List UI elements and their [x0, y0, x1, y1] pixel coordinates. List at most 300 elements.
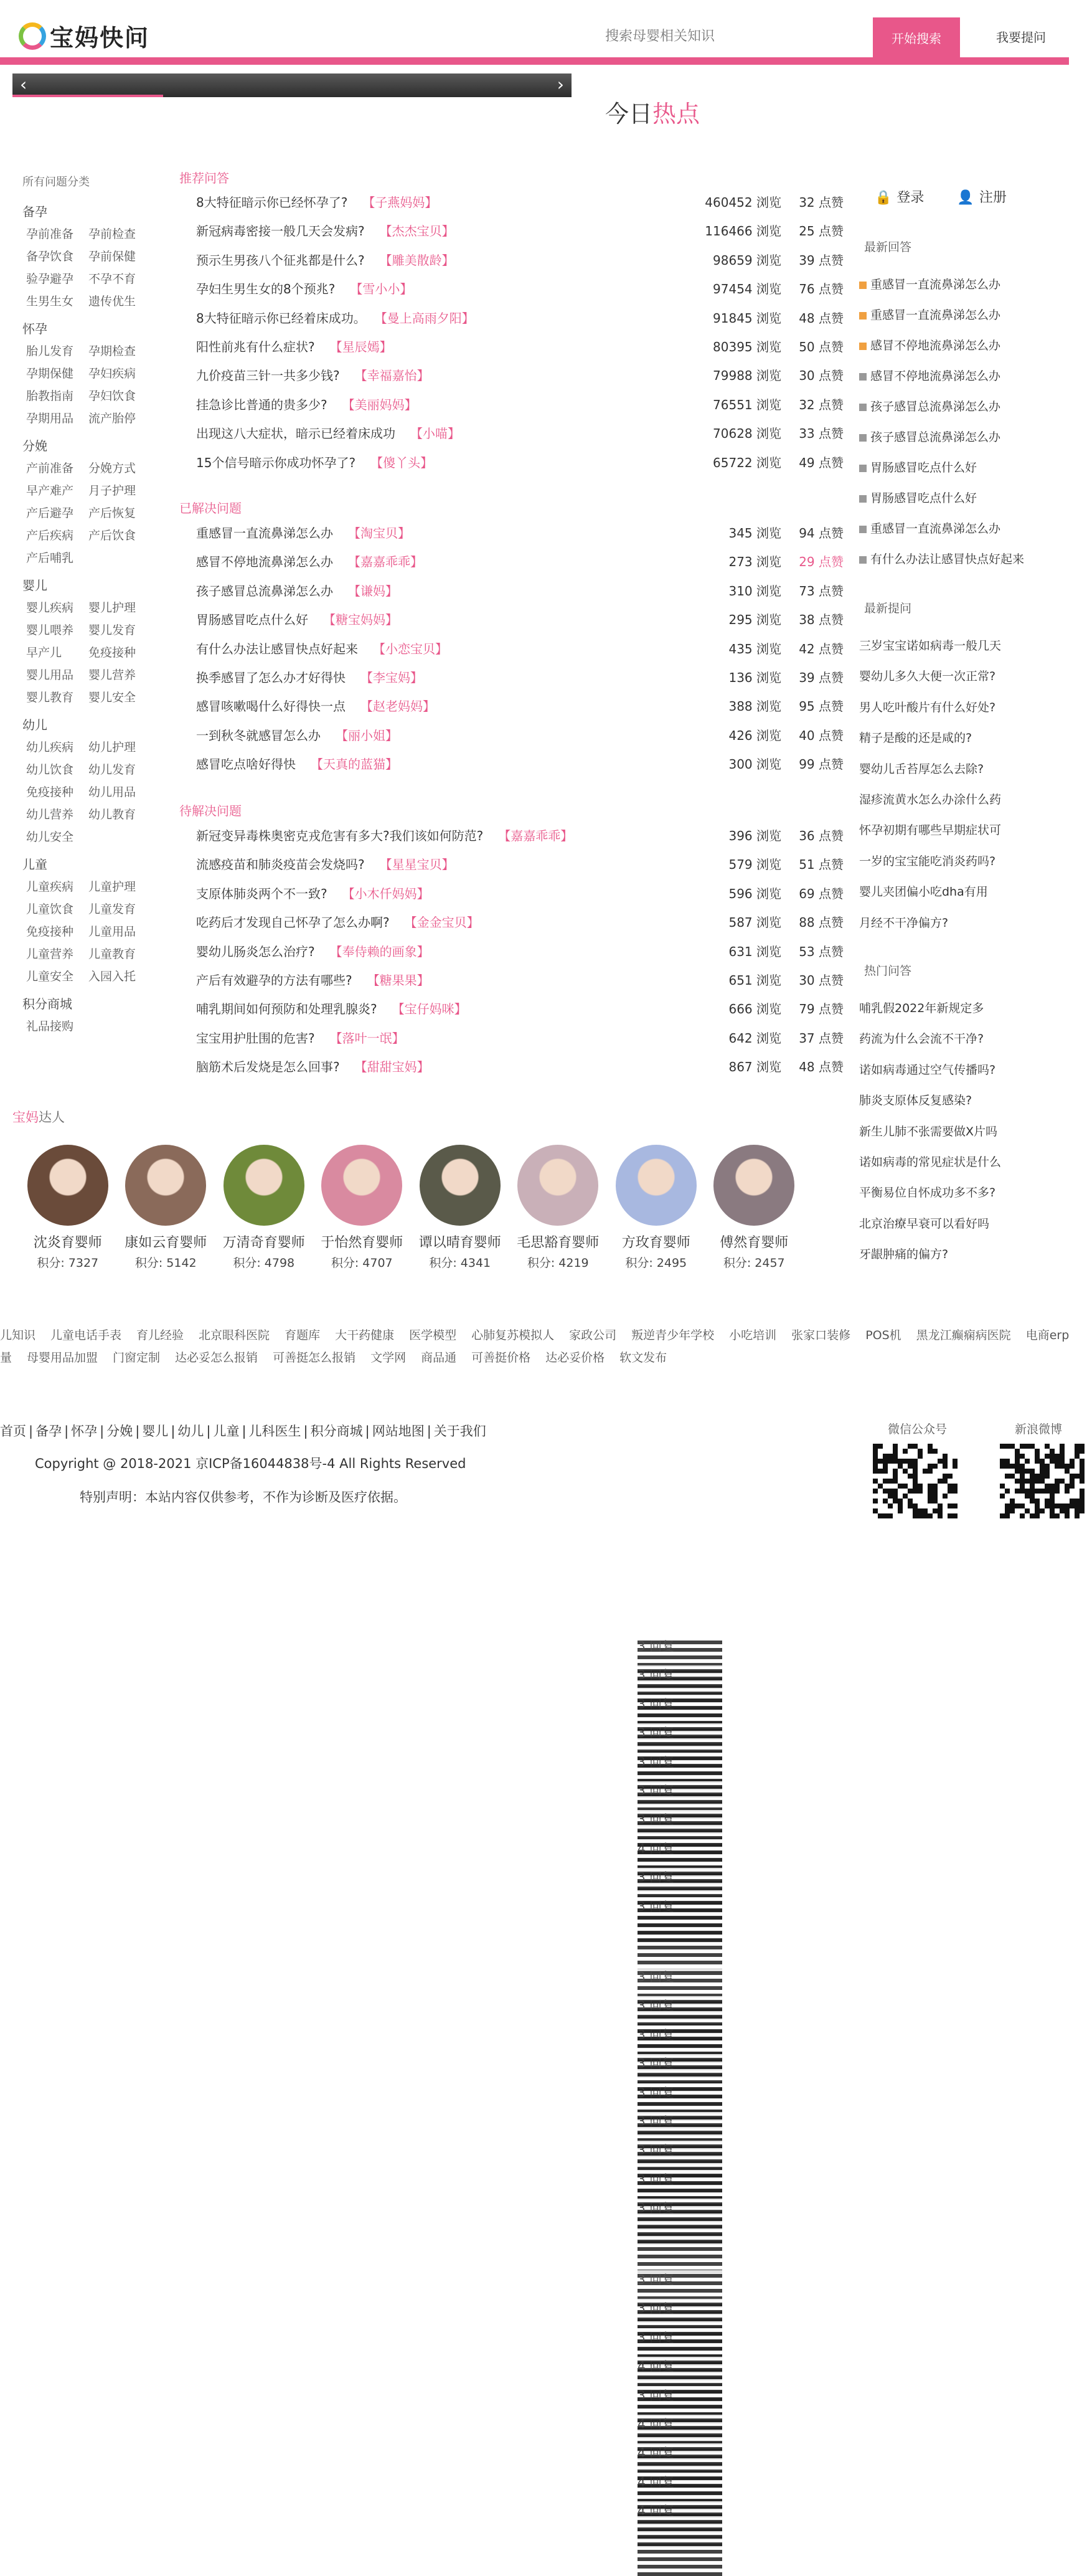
qr-module [948, 1474, 953, 1479]
hot-qa-item[interactable]: 诺如病毒的常见症状是什么 [859, 1155, 1002, 1169]
latest-question-item[interactable]: 婴幼儿多久大便一次正常? [859, 670, 996, 684]
category-item[interactable]: 幼儿营养 [26, 808, 74, 822]
view-count: 596 浏览 [728, 886, 781, 901]
category-item[interactable]: 免疫接种 [26, 785, 74, 799]
category-item[interactable]: 幼儿护理 [88, 741, 136, 754]
qr-module [948, 1489, 953, 1494]
expert-name[interactable]: 方玫育婴师 [621, 1235, 690, 1251]
question-author[interactable]: 【雪小小】 [350, 282, 413, 297]
friend-link[interactable]: 叛逆青少年学校 [631, 1328, 715, 1342]
hot-qa-item[interactable]: 肺炎支原体反复感染? [859, 1094, 972, 1108]
question-title[interactable]: 感冒吃点啥好得快 【天真的蓝猫】 [196, 757, 398, 772]
qr-module [1070, 1464, 1075, 1469]
latest-answer-text: 感冒不停地流鼻涕怎么办 [870, 339, 1001, 353]
question-author[interactable]: 【金金宝贝】 [404, 915, 479, 930]
avatar[interactable] [27, 1145, 108, 1226]
expert-name[interactable]: 康如云育婴师 [125, 1235, 207, 1251]
avatar[interactable] [517, 1145, 598, 1226]
category-item[interactable]: 幼儿发育 [88, 763, 136, 777]
question-title[interactable]: 感冒咳嗽喝什么好得快一点 【赵老妈妈】 [196, 699, 435, 714]
question-title[interactable]: 流感疫苗和肺炎疫苗会发烧吗? 【星星宝贝】 [196, 857, 454, 873]
category-item[interactable]: 不孕不育 [88, 272, 136, 286]
experts-title-a: 宝妈 [12, 1110, 39, 1125]
qr-module [1065, 1489, 1070, 1494]
hot-qa-item[interactable]: 平衡易位自怀成功多不多? [859, 1186, 996, 1200]
section-pending[interactable]: 待解决问题 [179, 803, 242, 818]
question-title[interactable]: 一到秋冬就感冒怎么办 【丽小姐】 [196, 727, 398, 743]
question-author[interactable]: 【幸福嘉怡】 [354, 368, 430, 384]
question-author[interactable]: 【宝仔妈咪】 [392, 1002, 467, 1017]
question-author[interactable]: 【甜甜宝妈】 [354, 1059, 430, 1075]
category-item[interactable]: 孕妇疾病 [88, 367, 136, 381]
friend-link[interactable]: 北京眼科医院 [199, 1328, 270, 1342]
question-author[interactable]: 【曼上高雨夕阳】 [380, 310, 474, 326]
question-author[interactable]: 【小恋宝贝】 [373, 641, 448, 656]
friend-link[interactable]: 大干药健康 [335, 1328, 395, 1342]
category-item[interactable]: 儿童疾病 [26, 880, 74, 894]
footer-nav-link[interactable]: 积分商城 [310, 1424, 363, 1439]
friend-link[interactable]: 张家口装修 [791, 1328, 851, 1342]
category-item[interactable]: 胎儿发育 [26, 344, 74, 358]
friend-link[interactable]: 育儿经验 [136, 1328, 184, 1342]
expert-card[interactable] [411, 1145, 509, 1271]
qr-module [908, 1474, 913, 1479]
hot-qa-list [859, 1000, 1065, 1277]
friend-link[interactable]: POS机 [865, 1328, 901, 1342]
qr-module [1015, 1454, 1020, 1459]
qr-module [873, 1479, 878, 1484]
latest-question-item[interactable]: 婴幼儿舌苔厚怎么去除? [859, 762, 984, 776]
footer-nav-separator: | [100, 1424, 105, 1439]
question-title[interactable]: 哺乳期间如何预防和处理乳腺炎? 【宝仔妈咪】 [196, 1002, 467, 1017]
qr-module [1000, 1464, 1005, 1469]
category-item[interactable]: 早产难产 [26, 484, 74, 498]
category-group-title[interactable]: 怀孕 [22, 321, 47, 336]
category-item[interactable]: 早产儿 [26, 646, 62, 660]
latest-answer-text: 胃肠感冒吃点什么好 [870, 491, 977, 505]
hot-qa-item[interactable]: 新生儿肺不张需要做X片吗 [859, 1124, 998, 1139]
category-item[interactable]: 分娩方式 [88, 462, 136, 475]
footer-nav-separator: | [135, 1424, 140, 1439]
category-item[interactable]: 验孕避孕 [26, 272, 74, 286]
question-author[interactable]: 【丽小姐】 [336, 727, 398, 743]
question-title[interactable]: 脑筋术后发烧是怎么回事? 【甜甜宝妈】 [196, 1059, 430, 1075]
category-item[interactable]: 入园入托 [88, 970, 136, 983]
latest-answer-item[interactable] [859, 368, 1065, 399]
like-count: 48 点赞 [799, 1059, 844, 1075]
latest-answer-item[interactable] [859, 521, 1065, 551]
qr-module [1020, 1469, 1025, 1474]
qr-module [893, 1489, 898, 1494]
search-input[interactable] [448, 21, 872, 51]
question-author[interactable]: 【落叶一氓】 [329, 1030, 405, 1046]
question-title[interactable]: 九价疫苗三针一共多少钱? 【幸福嘉怡】 [196, 368, 430, 384]
avatar[interactable] [713, 1145, 794, 1226]
qr-module [883, 1464, 888, 1469]
qr-module [1015, 1479, 1020, 1484]
category-item[interactable]: 胎教指南 [26, 389, 74, 403]
hot-qa-item[interactable]: 药流为什么会流不干净? [859, 1032, 984, 1046]
category-item[interactable]: 婴儿营养 [88, 668, 136, 682]
latest-answer-item[interactable] [859, 429, 1065, 460]
qr-module [933, 1464, 938, 1469]
latest-question-item[interactable]: 精子是酸的还是咸的? [859, 731, 972, 746]
like-count: 95 点赞 [799, 699, 844, 714]
qr-module [1010, 1499, 1015, 1503]
question-title[interactable]: 新冠病毒密接一般几天会发病? 【杰杰宝贝】 [196, 224, 454, 239]
footer-nav-link[interactable]: 关于我们 [433, 1424, 486, 1439]
reply-count: 4 回复 [638, 2357, 722, 2432]
qr-module [953, 1489, 958, 1494]
qr-module [873, 1454, 878, 1459]
category-item[interactable]: 月子护理 [88, 484, 136, 498]
question-title[interactable]: 孕妇生男生女的8个预兆? 【雪小小】 [196, 282, 413, 297]
question-author[interactable]: 【星辰嫣】 [329, 339, 392, 354]
footer-nav-link[interactable]: 首页 [0, 1424, 26, 1439]
category-item[interactable]: 孕期用品 [26, 412, 74, 425]
category-item[interactable]: 孕期保健 [26, 367, 74, 381]
qr-module [913, 1444, 918, 1449]
category-item[interactable]: 孕期检查 [88, 344, 136, 358]
site-logo[interactable] [19, 19, 149, 53]
qr-module [1060, 1449, 1065, 1454]
qr-module [898, 1508, 903, 1513]
question-author[interactable]: 【淘宝贝】 [348, 526, 410, 541]
question-author[interactable]: 【糖宝妈妈】 [323, 612, 398, 628]
expert-name[interactable]: 傅然育婴师 [720, 1235, 789, 1251]
question-title[interactable]: 出现这八大症状，暗示已经着床成功 【小喵】 [196, 426, 460, 442]
search-button[interactable]: 开始搜索 [873, 17, 960, 57]
footer-nav-link[interactable]: 怀孕 [71, 1424, 98, 1439]
qr-module [1025, 1459, 1030, 1464]
question-title[interactable]: 阳性前兆有什么症状? 【星辰嫣】 [196, 339, 392, 354]
category-item[interactable]: 礼品接购 [26, 1020, 74, 1033]
category-item[interactable]: 生男生女 [26, 295, 74, 308]
question-author[interactable]: 【赵老妈妈】 [360, 699, 435, 714]
hot-qa-item[interactable]: 北京治療早衰可以看好吗 [859, 1216, 990, 1231]
category-item[interactable]: 孕前准备 [26, 227, 74, 241]
qr-module [918, 1513, 923, 1518]
friend-link[interactable]: 电商erp [1025, 1328, 1070, 1342]
latest-question-item[interactable]: 怀孕初期有哪些早期症状可 [859, 823, 1002, 838]
friend-link[interactable]: 医学模型 [409, 1328, 457, 1342]
question-author[interactable]: 【美丽妈妈】 [342, 397, 417, 412]
latest-answer-item[interactable] [859, 338, 1065, 368]
hot-qa-item[interactable]: 牙龈肿痛的偏方? [859, 1248, 949, 1262]
category-group-title[interactable]: 备孕 [22, 204, 47, 219]
question-author[interactable]: 【小木仟妈妈】 [342, 886, 430, 901]
category-group-title[interactable]: 儿童 [22, 857, 47, 872]
avatar[interactable] [125, 1145, 206, 1226]
answer-icon [859, 526, 867, 533]
question-author[interactable]: 【天真的蓝猫】 [311, 757, 398, 772]
friend-link[interactable]: 心肺复苏模拟人 [471, 1328, 555, 1342]
question-title[interactable]: 产后有效避孕的方法有哪些? 【糖果果】 [196, 972, 430, 988]
latest-answer-item[interactable] [859, 399, 1065, 429]
friend-link[interactable]: 达必妥怎么报销 [175, 1351, 258, 1365]
category-item[interactable]: 儿童用品 [88, 925, 136, 939]
question-title[interactable]: 新冠变异毒株奥密克戎危害有多大?我们该如何防范? 【嘉嘉乖乖】 [196, 828, 573, 843]
expert-card[interactable] [705, 1145, 804, 1271]
friend-link[interactable]: 育题库 [285, 1328, 321, 1342]
footer-nav-separator: | [303, 1424, 308, 1439]
latest-answer-item[interactable] [859, 277, 1065, 307]
banner-prev-icon[interactable]: ‹ [20, 74, 27, 95]
view-count: 65722 浏览 [713, 455, 781, 470]
register-link[interactable] [957, 190, 1006, 206]
question-title[interactable]: 宝宝用护肚围的危害? 【落叶一氓】 [196, 1030, 405, 1046]
qr-module [1040, 1508, 1045, 1513]
reply-count: 3 回复 [638, 1810, 722, 1885]
qr-module [1080, 1459, 1085, 1464]
category-item[interactable]: 儿童教育 [88, 947, 136, 961]
question-title[interactable]: 8大特征暗示你已经怀孕了? 【子燕妈妈】 [196, 195, 438, 210]
expert-card[interactable] [313, 1145, 412, 1271]
question-author[interactable]: 【奉侍赖的画象】 [329, 944, 430, 959]
category-item[interactable]: 免疫接种 [88, 646, 136, 660]
latest-question-item[interactable]: 三岁宝宝诺如病毒一般几天 [859, 639, 1002, 653]
qr-module [873, 1499, 878, 1503]
footer-nav-link[interactable]: 网站地图 [372, 1424, 425, 1439]
qr-module [1060, 1454, 1065, 1459]
answer-icon [859, 312, 867, 320]
question-author[interactable]: 【杰杰宝贝】 [379, 224, 454, 239]
qr-module [1055, 1464, 1060, 1469]
qr-module [1080, 1508, 1085, 1513]
qr-module [913, 1513, 918, 1518]
footer-nav-separator: | [64, 1424, 69, 1439]
question-author[interactable]: 【傻丫头】 [370, 455, 433, 470]
category-item[interactable]: 产后疾病 [26, 529, 74, 542]
avatar[interactable] [224, 1145, 304, 1226]
section-solved[interactable]: 已解决问题 [179, 501, 242, 516]
qr-module [908, 1503, 913, 1508]
qr-module [1040, 1479, 1045, 1484]
category-item[interactable]: 儿童饮食 [26, 902, 74, 916]
category-item[interactable]: 儿童发育 [88, 902, 136, 916]
qr-module [923, 1513, 928, 1518]
category-item[interactable]: 免疫接种 [26, 925, 74, 939]
question-title[interactable]: 挂急诊比普通的贵多少? 【美丽妈妈】 [196, 397, 417, 412]
expert-name[interactable]: 于怡然育婴师 [321, 1235, 403, 1251]
question-title[interactable]: 感冒不停地流鼻涕怎么办 【嘉嘉乖乖】 [196, 554, 423, 570]
friend-link[interactable]: 软文发布 [619, 1351, 667, 1365]
question-title[interactable]: 有什么办法让感冒快点好起来 【小恋宝贝】 [196, 641, 448, 656]
category-item[interactable]: 儿童安全 [26, 970, 74, 983]
category-item[interactable]: 遗传优生 [88, 295, 136, 308]
expert-card[interactable] [215, 1145, 313, 1271]
footer-nav-link[interactable]: 儿科医生 [248, 1424, 301, 1439]
question-title[interactable]: 婴幼儿肠炎怎么治疗? 【奉侍赖的画象】 [196, 944, 430, 959]
qr-module [928, 1494, 933, 1499]
friend-link[interactable]: 文学网 [370, 1351, 407, 1365]
friend-link[interactable]: 可善挺价格 [471, 1351, 531, 1365]
view-count: 460452 浏览 [705, 195, 781, 210]
question-title[interactable]: 支原体肺炎两个不一致? 【小木仟妈妈】 [196, 886, 430, 901]
qr-module [1000, 1459, 1005, 1464]
friend-link[interactable]: 儿童电话手表 [50, 1328, 122, 1342]
latest-answer-text: 孩子感冒总流鼻涕怎么办 [870, 430, 1001, 444]
qr-module [1025, 1469, 1030, 1474]
question-title[interactable]: 8大特征暗示你已经着床成功。 【曼上高雨夕阳】 [196, 310, 474, 326]
category-item[interactable]: 产后恢复 [88, 506, 136, 520]
friend-link[interactable]: 家政公司 [569, 1328, 617, 1342]
latest-answer-item[interactable] [859, 460, 1065, 490]
friend-link[interactable]: 母婴用品加盟 [27, 1351, 98, 1365]
friend-link[interactable]: 达必妥价格 [545, 1351, 605, 1365]
avatar[interactable] [616, 1145, 697, 1226]
hot-qa-item[interactable]: 哺乳假2022年新规定多 [859, 1002, 984, 1015]
qr-module [903, 1494, 908, 1499]
like-count: 69 点赞 [799, 886, 844, 901]
question-title[interactable]: 胃肠感冒吃点什么好 【糖宝妈妈】 [196, 612, 398, 628]
friend-link[interactable]: 可善挺怎么报销 [273, 1351, 356, 1365]
footer-nav-link[interactable]: 备孕 [35, 1424, 62, 1439]
latest-answer-item[interactable] [859, 490, 1065, 521]
qr-module [1000, 1494, 1005, 1499]
category-item[interactable]: 幼儿安全 [26, 830, 74, 844]
qr-module [1030, 1489, 1035, 1494]
category-item[interactable]: 婴儿教育 [26, 691, 74, 704]
category-group-title[interactable]: 幼儿 [22, 717, 47, 732]
question-title[interactable]: 吃药后才发现自己怀孕了怎么办啊? 【金金宝贝】 [196, 915, 479, 930]
question-title[interactable]: 重感冒一直流鼻涕怎么办 【淘宝贝】 [196, 526, 410, 541]
footer-nav-link[interactable]: 儿童 [213, 1424, 240, 1439]
qr-module [913, 1459, 918, 1464]
qr-module [1060, 1464, 1065, 1469]
expert-card[interactable] [19, 1145, 117, 1271]
category-item[interactable]: 流产胎停 [88, 412, 136, 425]
category-item[interactable]: 婴儿用品 [26, 668, 74, 682]
qr-module [1045, 1484, 1050, 1489]
qr-module [1050, 1513, 1055, 1518]
question-author[interactable]: 【谦妈】 [348, 583, 398, 599]
latest-answer-item[interactable] [859, 551, 1065, 582]
footer-nav-link[interactable]: 分娩 [106, 1424, 133, 1439]
category-group [22, 855, 153, 984]
expert-score: 积分: 2495 [625, 1256, 687, 1270]
avatar[interactable] [420, 1145, 501, 1226]
friend-link[interactable]: 量 [0, 1351, 12, 1365]
category-item[interactable]: 产后哺乳 [26, 551, 74, 565]
hot-qa-item[interactable]: 诺如病毒通过空气传播吗? [859, 1063, 996, 1077]
category-item[interactable]: 幼儿饮食 [26, 763, 74, 777]
qr-module [918, 1449, 923, 1454]
question-title[interactable]: 预示生男孩八个征兆都是什么? 【雕美散龄】 [196, 252, 454, 268]
section-recommended[interactable]: 推荐问答 [179, 171, 229, 186]
expert-name[interactable]: 谭以晴育婴师 [418, 1235, 501, 1251]
latest-question-item[interactable]: 月经不干净偏方? [859, 916, 949, 930]
banner-next-icon[interactable]: › [557, 74, 564, 95]
category-group-title[interactable]: 分娩 [22, 438, 47, 453]
banner-slider[interactable] [12, 73, 572, 97]
category-item[interactable]: 婴儿护理 [88, 601, 136, 615]
qr-module [1060, 1503, 1065, 1508]
login-link[interactable] [875, 190, 924, 206]
question-title[interactable]: 换季感冒了怎么办才好得快 【李宝妈】 [196, 670, 423, 685]
answer-icon [859, 434, 867, 442]
category-group-title[interactable]: 积分商城 [22, 997, 72, 1011]
expert-name[interactable]: 万清奇育婴师 [222, 1235, 305, 1251]
expert-card[interactable] [607, 1145, 705, 1271]
category-item[interactable]: 产后避孕 [26, 506, 74, 520]
category-item[interactable]: 幼儿用品 [88, 785, 136, 799]
question-author[interactable]: 【子燕妈妈】 [362, 195, 438, 210]
footer-nav-link[interactable]: 幼儿 [177, 1424, 204, 1439]
qr-module [898, 1499, 903, 1503]
avatar[interactable] [321, 1145, 402, 1226]
ask-question-link[interactable]: 我要提问 [996, 30, 1046, 45]
category-item[interactable]: 产后饮食 [88, 529, 136, 542]
friend-link[interactable]: 商品通 [421, 1351, 457, 1365]
category-item[interactable]: 产前准备 [26, 462, 74, 475]
qr-module [1020, 1474, 1025, 1479]
qr-module [1030, 1469, 1035, 1474]
question-author[interactable]: 【雕美散龄】 [379, 252, 454, 268]
qr-module [1025, 1508, 1030, 1513]
friend-link[interactable]: 门窗定制 [113, 1351, 161, 1365]
latest-answer-item[interactable] [859, 307, 1065, 338]
latest-questions-head: 最新提问 [864, 602, 912, 615]
latest-question-item[interactable]: 一岁的宝宝能吃消炎药吗? [859, 854, 996, 868]
qr-module [893, 1449, 898, 1454]
like-count: 51 点赞 [799, 857, 844, 873]
qr-module [1010, 1474, 1015, 1479]
category-item[interactable]: 婴儿安全 [88, 691, 136, 704]
category-item[interactable]: 孕前保健 [88, 250, 136, 263]
view-count: 273 浏览 [728, 554, 781, 570]
expert-card[interactable] [509, 1145, 608, 1271]
category-item[interactable]: 儿童营养 [26, 947, 74, 961]
question-title[interactable]: 孩子感冒总流鼻涕怎么办 【谦妈】 [196, 583, 398, 599]
friend-link[interactable]: 小吃培训 [729, 1328, 777, 1342]
question-author[interactable]: 【糖果果】 [367, 972, 430, 988]
question-author[interactable]: 【嘉嘉乖乖】 [348, 554, 423, 570]
qr-module [913, 1464, 918, 1469]
category-item[interactable]: 儿童护理 [88, 880, 136, 894]
category-group-title[interactable]: 婴儿 [22, 578, 47, 593]
friend-link[interactable]: 黑龙江癫痫病医院 [916, 1328, 1011, 1342]
qr-module [878, 1459, 883, 1464]
expert-score: 积分: 7327 [37, 1256, 99, 1270]
category-item[interactable]: 婴儿疾病 [26, 601, 74, 615]
question-author[interactable]: 【李宝妈】 [360, 670, 423, 685]
category-item[interactable]: 幼儿疾病 [26, 741, 74, 754]
friend-link[interactable]: 儿知识 [0, 1328, 36, 1342]
question-author[interactable]: 【嘉嘉乖乖】 [498, 828, 573, 843]
expert-card[interactable] [117, 1145, 215, 1271]
question-author[interactable]: 【星星宝贝】 [379, 857, 454, 873]
qr-module [1010, 1508, 1015, 1513]
latest-question-item[interactable]: 男人吃叶酸片有什么好处? [859, 700, 996, 714]
qr-module [923, 1508, 928, 1513]
view-count: 435 浏览 [728, 641, 781, 656]
category-item[interactable]: 婴儿喂养 [26, 623, 74, 637]
latest-question-item[interactable]: 婴儿夹团偏小吃dha有用 [859, 885, 988, 899]
latest-question-item[interactable]: 湿疹流黄水怎么办涂什么药 [859, 792, 1002, 807]
category-item[interactable]: 孕前检查 [88, 227, 136, 241]
expert-name[interactable]: 沈炎育婴师 [33, 1235, 102, 1251]
footer-nav-link[interactable]: 婴儿 [142, 1424, 169, 1439]
question-author[interactable]: 【小喵】 [410, 426, 460, 442]
category-item[interactable]: 备孕饮食 [26, 250, 74, 263]
category-item[interactable]: 孕妇饮食 [88, 389, 136, 403]
category-item[interactable]: 幼儿教育 [88, 808, 136, 822]
expert-name[interactable]: 毛思豁育婴师 [517, 1235, 600, 1251]
category-item[interactable]: 婴儿发育 [88, 623, 136, 637]
question-title[interactable]: 15个信号暗示你成功怀孕了? 【傻丫头】 [196, 455, 433, 470]
qr-module [873, 1444, 878, 1449]
